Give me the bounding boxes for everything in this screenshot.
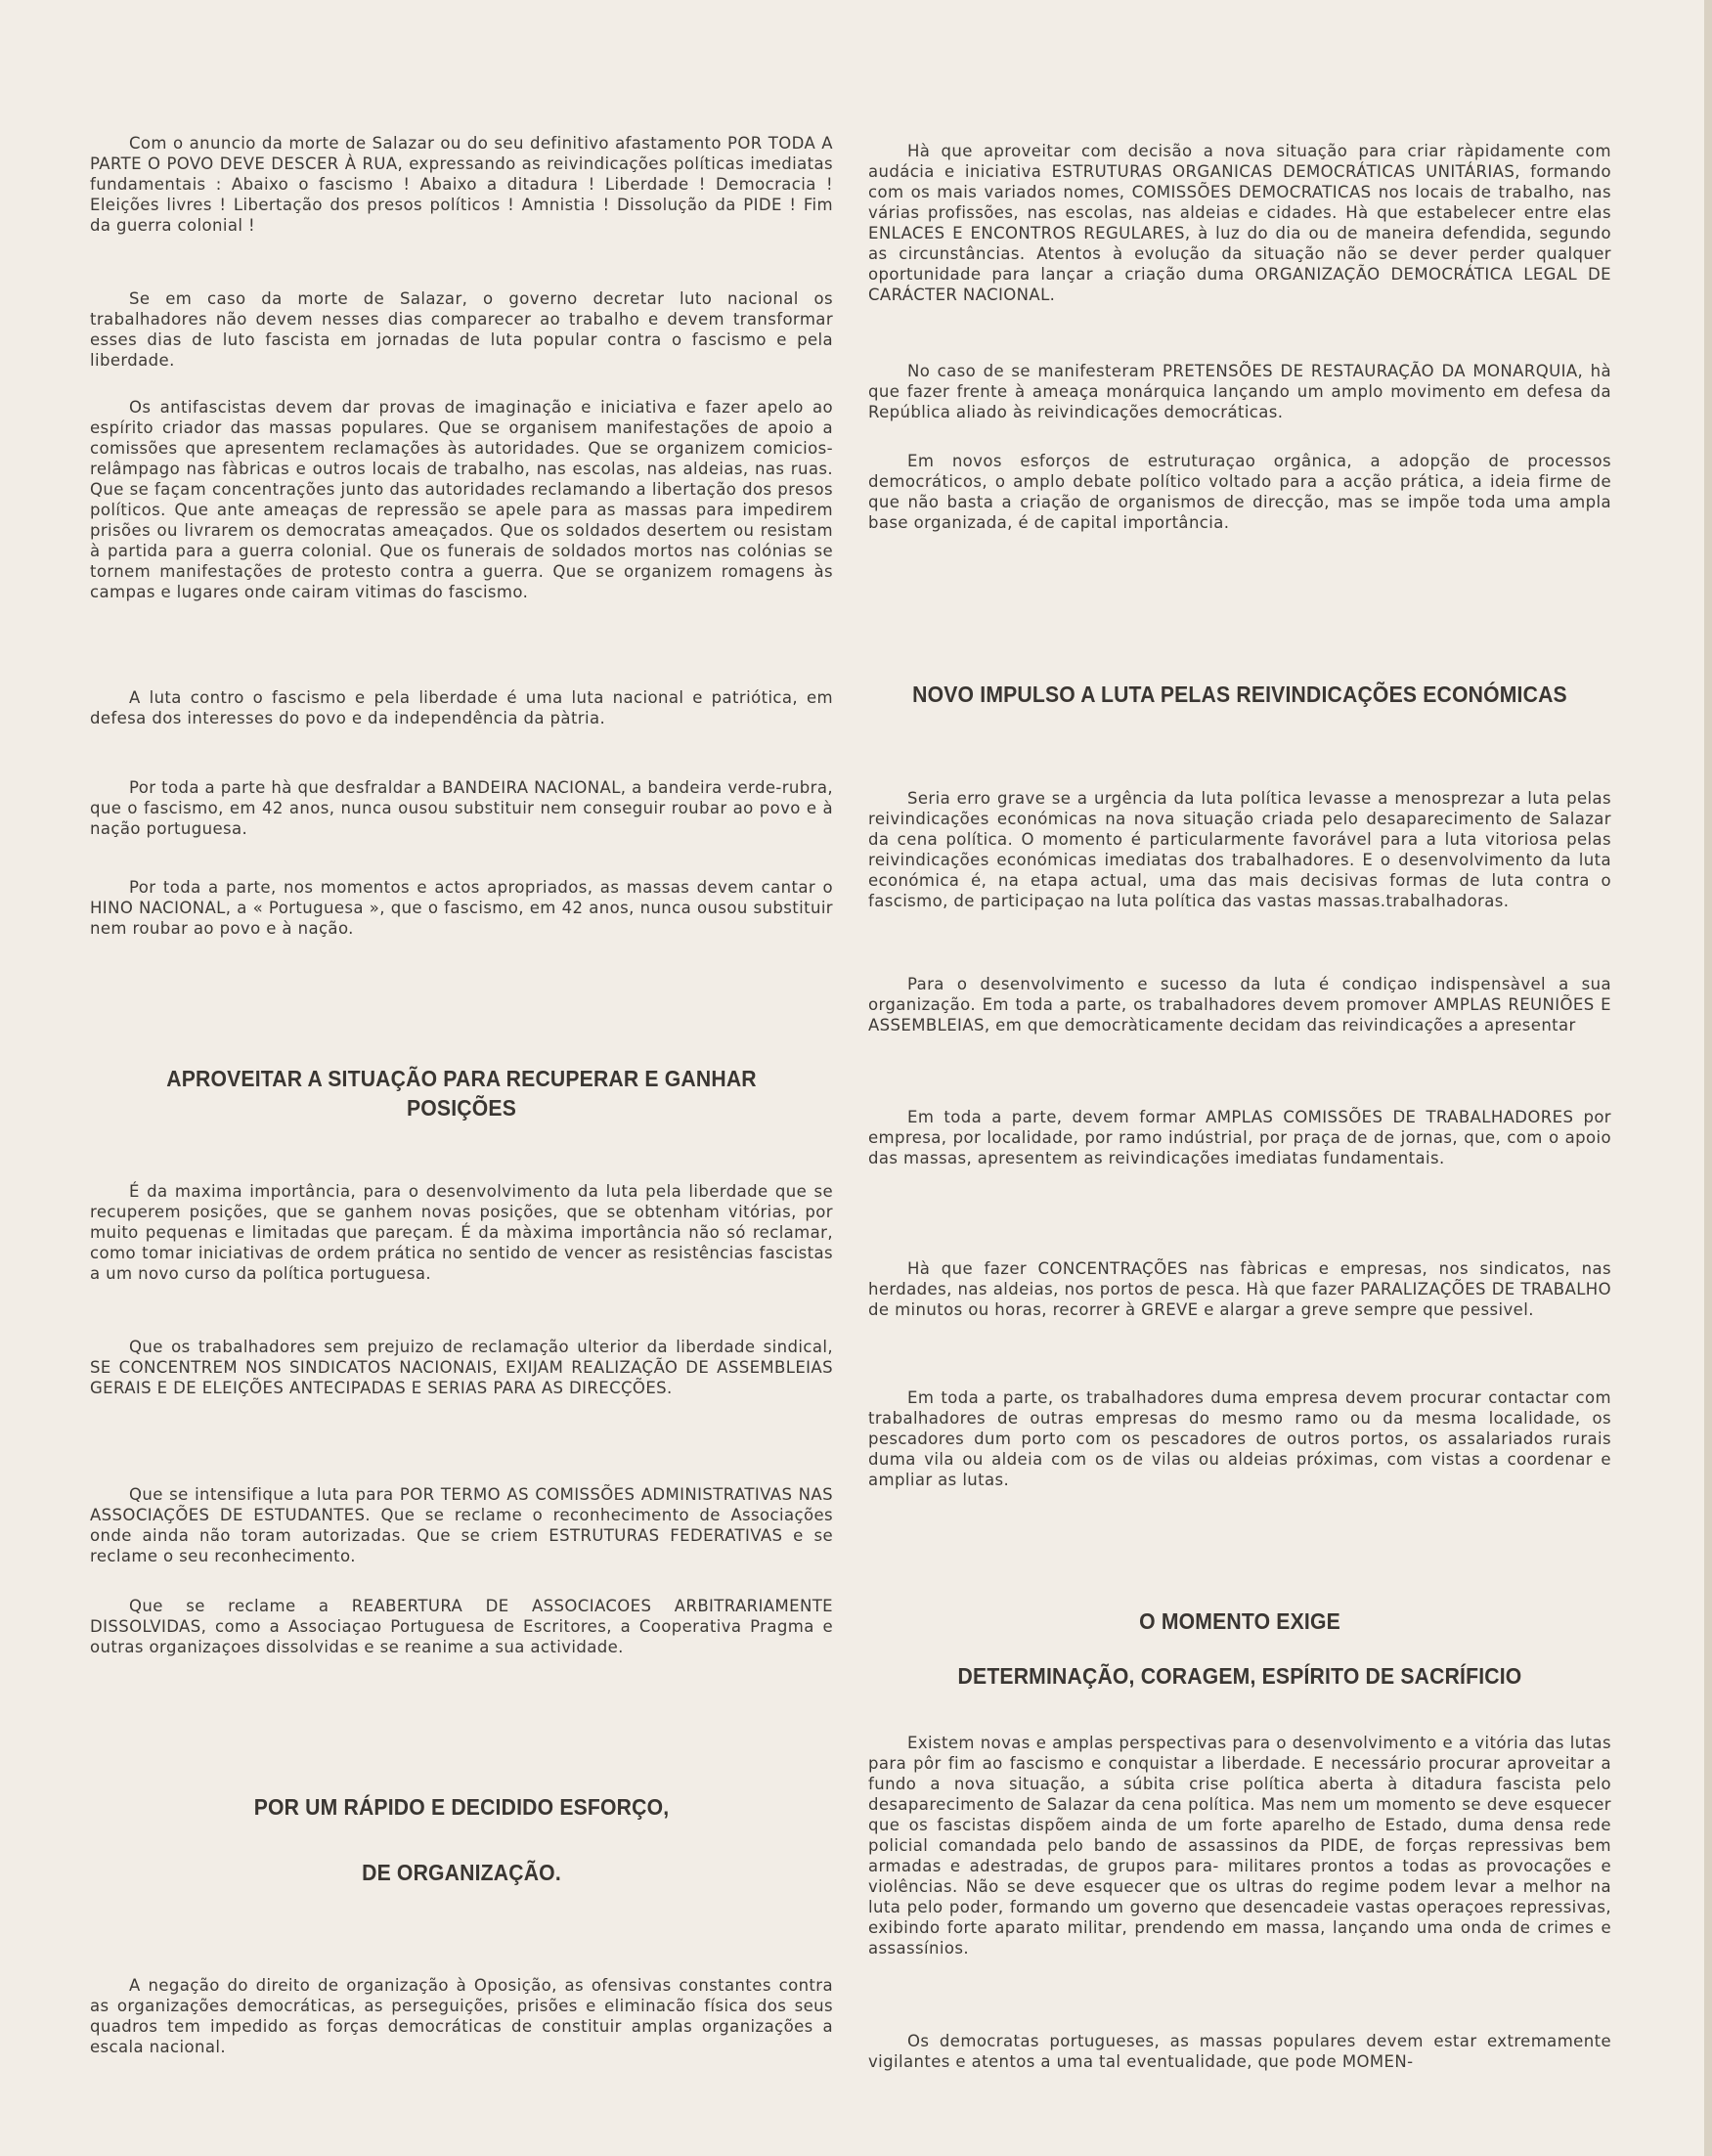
paragraph-antifascist-initiative: Os antifascistas devem dar provas de imaginação e iniciativa e fazer apelo ao espírito criador das massas populares. Que se organisem manifestações de apoio a comissões que apresentem reclamações às autoridades. Que se organizem comicios-relâmpago nas fàbricas e outros locais de trabalho, nas escolas, nas aldeias, nas ruas. Que se façam concentrações junto das autoridades reclamando a libertação dos presos políticos. Que ante ameaças de repressão se apele para as massas para impedirem prisões ou livrarem os democratas ameaçados. Que os soldados desertem ou resistam à partida para a guerra colonial. Que os funerais de soldados mortos nas colónias se tornem manifestações de protesto contra a guerra. Que se organizem romagens às campas e lugares onde cairam vitimas do fascismo. <box>90 398 833 601</box>
paragraph-negacao-organizacao: A negação do direito de organização à Oposição, as ofensivas constantes contra as organizações democráticas, as perseguições, prisões e eliminacão física dos seus quadros tem impedido as forças democráticas de constituir amplas organizações a escala nacional. <box>90 1976 833 2056</box>
heading-recover-positions: APROVEITAR A SITUAÇÃO PARA RECUPERAR E GANHAR POSIÇÕES <box>166 1066 757 1121</box>
paragraph-national-anthem: Por toda a parte, nos momentos e actos apropriados, as massas devem cantar o HINO NACIONAL, a « Portuguesa », que o fascismo, em 42 anos, nunca ousou substituir nem roubar ao povo e à nação. <box>90 878 833 938</box>
paragraph-reabertura-associacoes: Que se reclame a REABERTURA DE ASSOCIACOES ARBITRARIAMENTE DISSOLVIDAS, como a Associaçao Portuguesa de Escritores, a Cooperativa Pragma e outras organizaçoes dissolvidas e se reanime a sua actividade. <box>90 1597 833 1656</box>
right-column <box>868 0 1611 2156</box>
paragraph-estruturacao-organica: Em novos esforços de estruturaçao orgânica, a adopção de processos democráticos, o amplo debate político voltado para a acção prática, a ideia firme de que não basta a criação de organismos de direcção, mas se impõe toda uma ampla base organizada, é de capital importância. <box>868 452 1611 532</box>
paragraph-estruturas-organicas: Hà que aproveitar com decisão a nova situação para criar ràpidamente com audácia e iniciativa ESTRUTURAS ORGANICAS DEMOCRÁTICAS UNITÁRIAS, formando com os mais variados nomes, COMISSÕES DEMOCRATICAS nos locais de trabalho, nas várias profissões, nas escolas, nas aldeias e cidades. Hà que estabelecer entre elas ENLACES E ENCONTROS REGULARES, à luz do dia ou de maneira defendida, segundo as circunstâncias. Atentos à evolução da situação não se dever perder qualquer oportunidade para lançar a criação duma ORGANIZAÇÃO DEMOCRÁTICA LEGAL DE CARÁCTER NACIONAL. <box>868 142 1611 304</box>
heading-economic-struggle: NOVO IMPULSO A LUTA PELAS REIVINDICAÇÕES ECONÓMICAS <box>912 682 1567 707</box>
paragraph-vigilancia: Os democratas portugueses, as massas populares devem estar extremamente vigilantes e atentos a uma tal eventualidade, que pode MOMEN- <box>868 2032 1611 2071</box>
paragraph-maxima-importancia: É da maxima importância, para o desenvolvimento da luta pela liberdade que se recuperem posições, que se ganhem novas posições, que se obtenham vitórias, por muito pequenas e limitadas que pareçam. É da màxima importância não só reclamar, como tomar iniciativas de ordem prática no sentido de vencer as resistências fascistas a um novo curso da política portuguesa. <box>90 1182 833 1283</box>
paragraph-descend-to-street: Com o anuncio da morte de Salazar ou do seu definitivo afastamento POR TODA A PARTE O POVO DEVE DESCER À RUA, expressando as reivindicações políticas imediatas fundamentais : Abaixo o fascismo ! Abaixo a ditadura ! Liberdade ! Democracia ! Eleições livres ! Libertação dos presos políticos ! Amnistia ! Dissolução da PIDE ! Fim da guerra colonial ! <box>90 134 833 235</box>
paragraph-novas-perspectivas: Existem novas e amplas perspectivas para o desenvolvimento e a vitória das lutas para pôr fim ao fascismo e conquistar a liberdade. E necessário procurar aproveitar a fundo a nova situação, a súbita crise política aberta à ditadura fascista pelo desaparecimento de Salazar da cena política. Mas nem um momento se deve esquecer que os fascistas dispõem ainda de um forte aparelho de Estado, duma densa rede policial comandada pelo bando de assassinos da PIDE, de forças repressivas bem armadas e adestradas, de grupos para- militares prontos a todas as provocações e violências. Não se deve esquecer que os ultras do regime podem levar a melhor na luta pelo poder, formando um governo que desencadeie vastas operaçoes repressivas, exibindo forte aparato militar, prendendo em massa, lançando uma onda de crimes e assassínios. <box>868 1734 1611 1958</box>
paragraph-national-flag: Por toda a parte hà que desfraldar a BANDEIRA NACIONAL, a bandeira verde-rubra, que o fascismo, em 42 anos, nunca ousou substituir nem conseguir roubar ao povo e à nação portuguesa. <box>90 778 833 838</box>
left-column <box>90 0 833 2156</box>
paragraph-contactar-trabalhadores: Em toda a parte, os trabalhadores duma empresa devem procurar contactar com trabalhadores de outras empresas do mesmo ramo ou da mesma localidade, os pescadores dum porto com os pescadores de outros portos, os assalariados rurais duma vila ou aldeia com os de vilas ou aldeias próximas, com vistas a coordenar e ampliar as lutas. <box>868 1388 1611 1489</box>
heading-organization-effort: POR UM RÁPIDO E DECIDIDO ESFORÇO, <box>253 1794 670 1820</box>
paragraph-erro-grave: Seria erro grave se a urgência da luta política levasse a menosprezar a luta pelas reivindicações económicas na nova situação criada pelo desaparecimento de Salazar da cena política. O momento é particularmente favorável para a luta vitoriosa pelas reivindicações económicas imediatas dos trabalhadores. E o desenvolvimento da luta económica é, na etapa actual, uma das mais decisivas formas de luta contra o fascismo, de participaçao na luta política das vastas massas.trabalhadoras. <box>868 789 1611 910</box>
paragraph-desenvolvimento-sucesso: Para o desenvolvimento e sucesso da luta é condiçao indispensàvel a sua organização. Em toda a parte, os trabalhadores devem promover AMPLAS REUNIÕES E ASSEMBLEIAS, em que democràticamente decidam das reivindicações a apresentar <box>868 975 1611 1034</box>
heading-determinacao: DETERMINAÇÃO, CORAGEM, ESPÍRITO DE SACRÍFICIO <box>957 1663 1522 1689</box>
heading-organization-effort-2: DE ORGANIZAÇÃO. <box>362 1860 561 1885</box>
paragraph-national-struggle: A luta contro o fascismo e pela liberdade é uma luta nacional e patriótica, em defesa dos interesses do povo e da independência da pàtria. <box>90 688 833 727</box>
heading-momento-exige: O MOMENTO EXIGE <box>1139 1608 1340 1634</box>
paragraph-associacoes-estudantes: Que se intensifique a luta para POR TERMO AS COMISSÕES ADMINISTRATIVAS NAS ASSOCIAÇÕES DE ESTUDANTES. Que se reclame o reconhecimento de Associações onde ainda não toram autorizadas. Que se criem ESTRUTURAS FEDERATIVAS e se reclame o seu reconhecimento. <box>90 1485 833 1565</box>
paragraph-national-mourning: Se em caso da morte de Salazar, o governo decretar luto nacional os trabalhadores não devem nesses dias comparecer ao trabalho e devem transformar esses dias de luto fascista em jornadas de luta popular contra o fascismo e pela liberdade. <box>90 289 833 370</box>
paragraph-comissoes-trabalhadores: Em toda a parte, devem formar AMPLAS COMISSÕES DE TRABALHADORES por empresa, por localidade, por ramo indústrial, por praça de de jornas, que, com o apoio das massas, apresentem as reivindicações imediatas fundamentais. <box>868 1108 1611 1167</box>
paragraph-concentracoes: Hà que fazer CONCENTRAÇÕES nas fàbricas e empresas, nos sindicatos, nas herdades, nas aldeias, nos portos de pesca. Hà que fazer PARALIZAÇÕES DE TRABALHO de minutos ou horas, recorrer à GREVE e alargar a greve sempre que pessivel. <box>868 1259 1611 1319</box>
paragraph-sindicatos: Que os trabalhadores sem prejuizo de reclamação ulterior da liberdade sindical, SE CONCENTREM NOS SINDICATOS NACIONAIS, EXIJAM REALIZAÇÃO DE ASSEMBLEIAS GERAIS E DE ELEIÇÕES ANTECIPADAS E SERIAS PARA AS DIRECÇÕES. <box>90 1338 833 1397</box>
paragraph-monarquia: No caso de se manifesteram PRETENSÕES DE RESTAURAÇÃO DA MONARQUIA, hà que fazer frente à ameaça monárquica lançando um amplo movimento em defesa da República aliado às reivindicações democráticas. <box>868 362 1611 421</box>
